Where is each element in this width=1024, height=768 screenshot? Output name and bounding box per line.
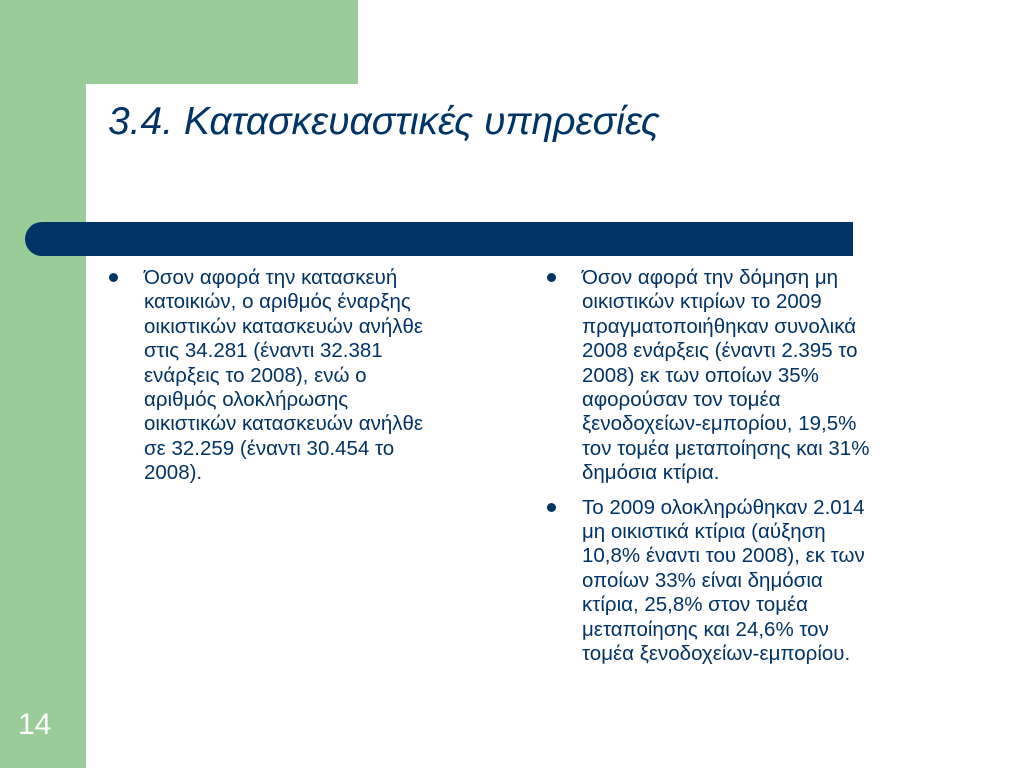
bullet-text-line: Το 2009 ολοκληρώθηκαν 2.014: [582, 495, 865, 519]
slide-title: 3.4. Κατασκευαστικές υπηρεσίες: [108, 100, 660, 143]
bullet-text-line: Όσον αφορά την κατασκευή: [144, 266, 398, 289]
bullet-text-line: οποίων 33% είναι δημόσια: [582, 568, 823, 592]
bullet-text-line: κτίρια, 25,8% στον τομέα: [582, 593, 809, 617]
bullet-text-line: οικιστικών κτιρίων το 2009: [582, 290, 822, 314]
bullet-dot-icon: [547, 273, 556, 282]
bullet-text-line: οικιστικών κατασκευών ανήλθε: [144, 412, 424, 436]
bullet-text-line: Όσον αφορά την δόμηση μη: [582, 266, 839, 289]
bullet-text-line: 2008) εκ των οποίων 35%: [582, 363, 819, 387]
bullet-text-line: δημόσια κτίρια.: [582, 461, 720, 485]
bullet-text-line: τον τομέα μεταποίησης και 31%: [582, 436, 870, 460]
bullet-text-line: 2008 ενάρξεις (έναντι 2.395 το: [582, 339, 858, 363]
bullet-item: [546, 266, 956, 486]
bullet-text-line: μεταποίησης και 24,6% τον: [582, 617, 829, 641]
title-rule-bar: [25, 222, 853, 256]
bullet-text-line: πραγματοποιήθηκαν συνολικά: [582, 314, 857, 338]
bullet-text-line: αφορούσαν τον τομέα: [582, 388, 781, 412]
left-column-bullets: [108, 266, 508, 496]
bullet-item: [108, 266, 508, 486]
bullet-text-line: ενάρξεις το 2008), ενώ ο: [144, 363, 367, 387]
bullet-text-line: μη οικιστικά κτίρια (αύξηση: [582, 520, 826, 544]
green-side-band: [0, 0, 86, 768]
right-column-bullets: [546, 266, 956, 677]
bullet-item: [546, 496, 956, 667]
bullet-text-line: στις 34.281 (έναντι 32.381: [144, 339, 383, 363]
bullet-text-line: οικιστικών κατασκευών ανήλθε: [144, 314, 424, 338]
bullet-dot-icon: [547, 503, 556, 512]
page-number: 14: [18, 708, 52, 741]
bullet-text-line: σε 32.259 (έναντι 30.454 το: [144, 436, 395, 460]
bullet-text-line: τομέα ξενοδοχείων-εμπορίου.: [582, 642, 851, 666]
green-top-band: [0, 0, 358, 84]
bullet-text-line: ξενοδοχείων-εμπορίου, 19,5%: [582, 412, 857, 436]
bullet-text-line: 2008).: [144, 461, 203, 485]
bullet-text-line: 10,8% έναντι του 2008), εκ των: [582, 544, 865, 568]
bullet-text-line: αριθμός ολοκλήρωσης: [144, 388, 349, 412]
bullet-text-line: κατοικιών, ο αριθμός έναρξης: [144, 290, 411, 314]
bullet-dot-icon: [109, 273, 118, 282]
